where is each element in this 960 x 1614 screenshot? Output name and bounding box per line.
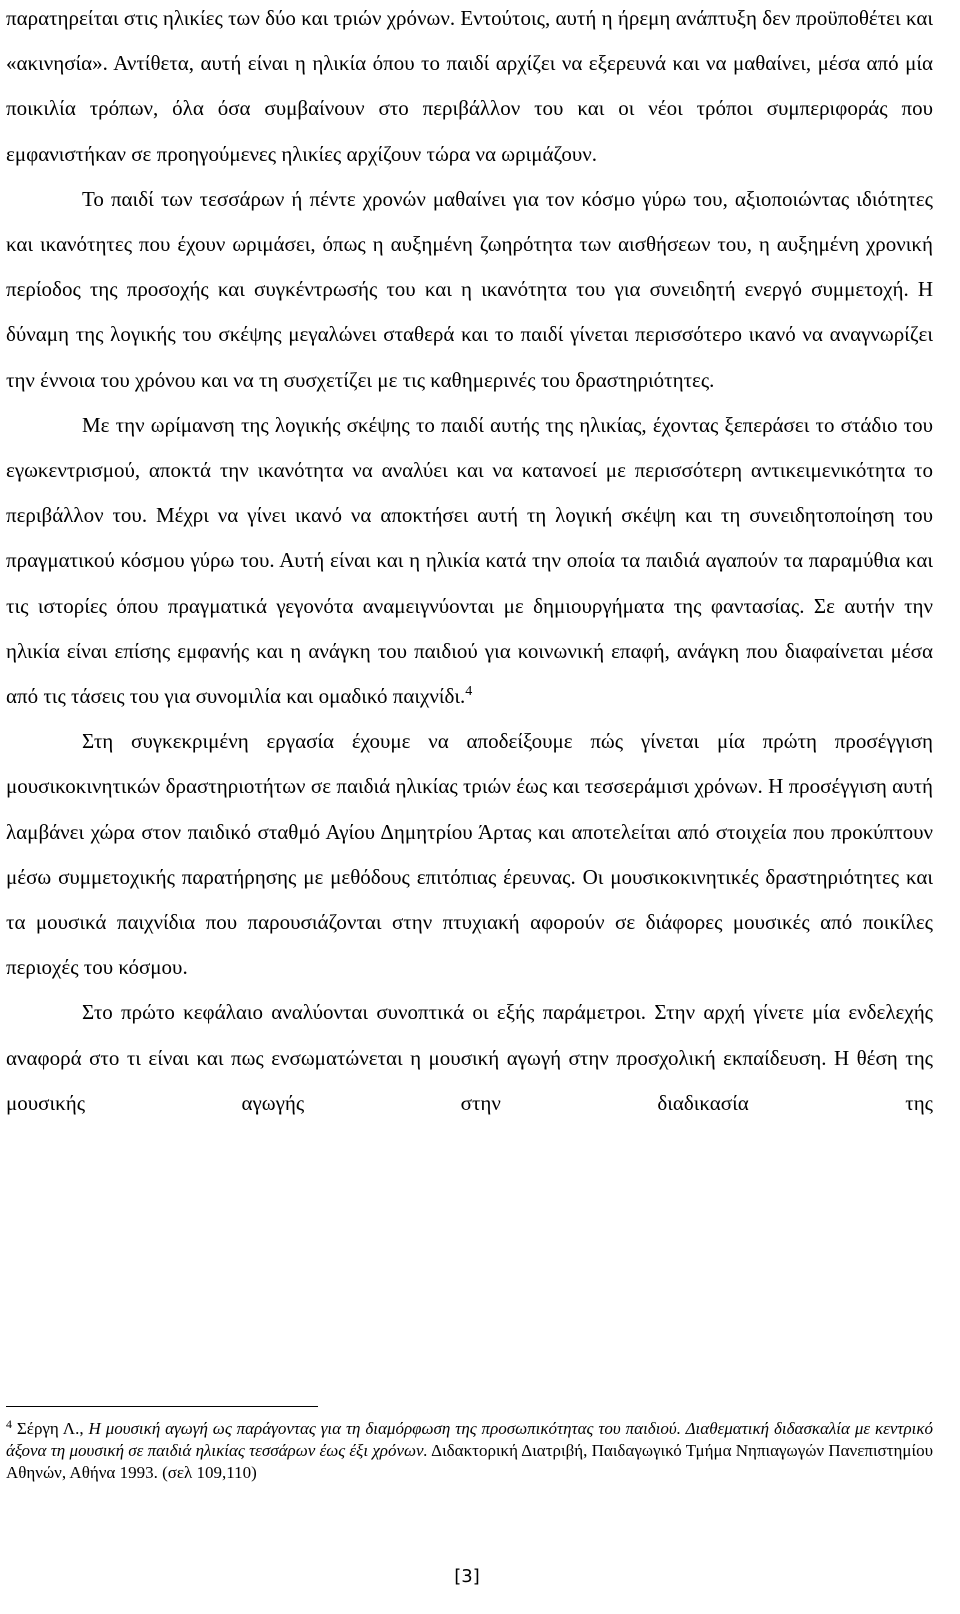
footnote-details: Διδακτορική Διατριβή, Παιδαγωγικό Τμήμα Νηπιαγωγών Πανεπιστημίου Αθηνών, Αθήνα 1993. (σελ 109,110) [6,1441,934,1482]
paragraph-four-five-years: Το παιδί των τεσσάρων ή πέντε χρονών μαθαίνει για τον κόσμο γύρω του, αξιοποιώντας ιδιότητες και ικανότητες που έχουν ωριμάσει, όπως η αυξημένη ζωηρότητα των αισθήσεων του, η αυξημένη χρονική περίοδος της προσοχής και συγκέντρωσής του και η ικανότητα του για συνειδητή ενεργό συμμετοχή. Η δύναμη της λογικής του σκέψης μεγαλώνει σταθερά και το παιδί γίνεται περισσότερο ικανό να αναγνωρίζει την έννοια του χρόνου και να τη συσχετίζει με τις καθημερινές του δραστηριότητες. [6,186,933,392]
footnote-number: 4 [6,1417,12,1431]
paragraph-first-chapter: Στο πρώτο κεφάλαιο αναλύονται συνοπτικά οι εξής παράμετροι. Στην αρχή γίνετε μία ενδελεχής αναφορά στο τι είναι και πως ενσωματώνεται η μουσική αγωγή στην προσχολική εκπαίδευση. Η θέση της μουσικής αγωγής στην διαδικασία της [6,1000,933,1115]
footnote-separator [6,1406,318,1407]
footnote [6,1418,933,1484]
paragraph-logic-maturation-text: Με την ωρίμανση της λογικής σκέψης το παιδί αυτής της ηλικίας, έχοντας ξεπεράσει το στάδιο του εγωκεντρισμού, αποκτά την ικανότητα να αναλύει και να κατανοεί με περισσότερη αντικειμενικότητα το περιβάλλον του. Μέχρι να γίνει ικανό να αποκτήσει αυτή τη λογική σκέψη και τη συνειδητοποίηση του πραγματικού κόσμου γύρω του. Αυτή είναι και η ηλικία κατά την οποία τα παιδιά αγαπούν τα παραμύθια και τις ιστορίες όπου πραγματικά γεγονότα αναμειγνύονται με δημιουργήματα της φαντασίας. Σε αυτήν την ηλικία είναι επίσης εμφανής και η ανάγκη του παιδιού για κοινωνική επαφή, ανάγκη που διαφαίνεται μέσα από τις τάσεις του για συνομιλία και ομαδικό παιχνίδι. [6,412,933,709]
paragraph-logic-maturation [6,403,933,719]
footnote-reference[interactable] [465,684,472,699]
footnote-entry [6,1418,933,1484]
paragraph-continuation: παρατηρείται στις ηλικίες των δύο και τριών χρόνων. Εντούτοις, αυτή η ήρεμη ανάπτυξη δεν προϋποθέτει και «ακινησία». Αντίθετα, αυτή είναι η ηλικία όπου το παιδί αρχίζει να εξερευνά και να μαθαίνει, μέσα από μία ποικιλία τρόπων, όλα όσα συμβαίνουν στο περιβάλλον του και οι νέοι τρόποι συμπεριφοράς που εμφανιστήκαν σε προηγούμενες ηλικίες αρχίζουν τώρα να ωριμάζουν. [6,6,933,166]
footnote-author: Σέργη Λ., [16,1419,84,1438]
footnote-reference-number: 4 [465,684,473,700]
page-number: [3] [454,1566,480,1587]
body-text [6,0,933,1126]
footnote-title: Η μουσική αγωγή ως παράγοντας για τη διαμόρφωση της προσωπικότητας του παιδιού. Διαθεματική διδασκαλία με κεντρικό άξονα τη μουσική σε παιδιά ηλικίας τεσσάρων έως έξι χρόνων. [6,1419,934,1460]
paragraph-this-work: Στη συγκεκριμένη εργασία έχουμε να αποδείξουμε πώς γίνεται μία πρώτη προσέγγιση μουσικοκινητικών δραστηριοτήτων σε παιδιά ηλικίας τριών έως και τεσσεράμισι χρόνων. Η προσέγγιση αυτή λαμβάνει χώρα στον παιδικό σταθμό Αγίου Δημητρίου Άρτας και αποτελείται από στοιχεία που προκύπτουν μέσω συμμετοχικής παρατήρησης με μεθόδους επιτόπιας έρευνας. Οι μουσικοκινητικές δραστηριότητες και τα μουσικά παιχνίδια που παρουσιάζονται στην πτυχιακή αφορούν σε διάφορες μουσικές από ποικίλες περιοχές του κόσμου. [6,729,933,980]
